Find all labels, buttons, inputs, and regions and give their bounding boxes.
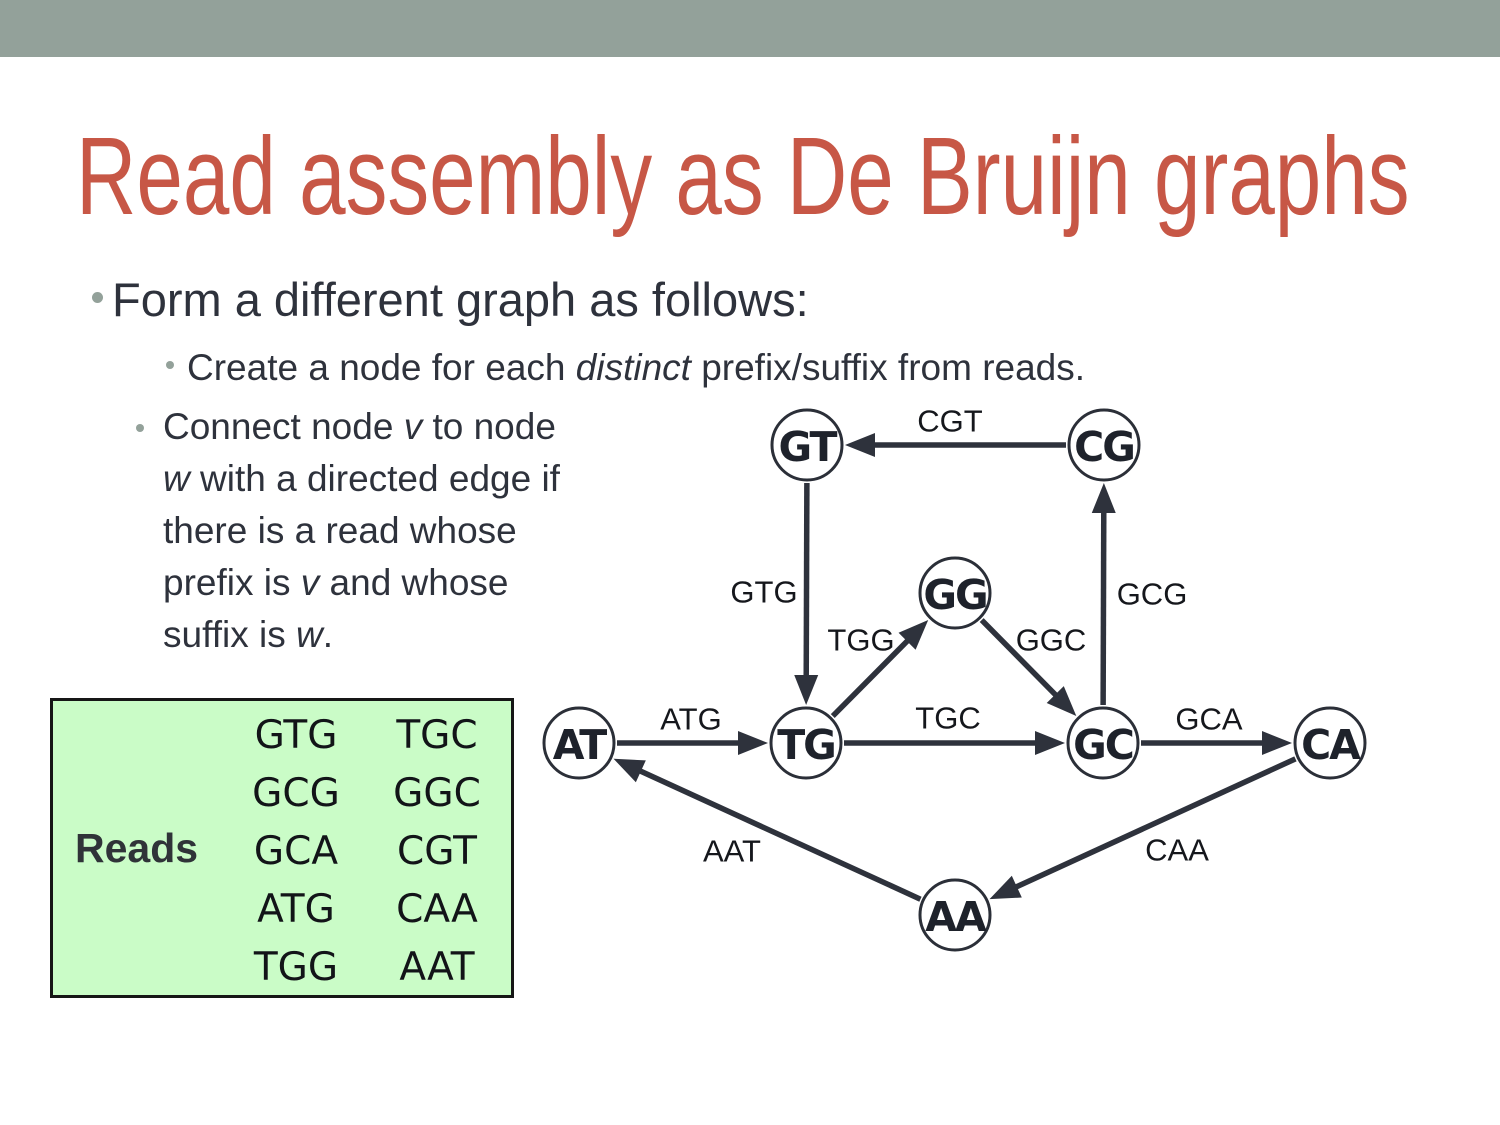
edge-GC-CG-arrowhead-icon <box>1092 483 1116 513</box>
slide-title: Read assembly as De Bruijn graphs <box>76 115 1410 238</box>
read-value: GCA <box>253 829 339 874</box>
read-value: ATG <box>257 887 335 932</box>
edge-TG-GC-arrowhead-icon <box>1035 731 1065 755</box>
edge-GT-TG-line <box>806 483 807 681</box>
sub2-l5-it: w <box>295 614 323 655</box>
sub2-l2-it: w <box>163 458 190 499</box>
read-value: GCG <box>252 771 340 816</box>
read-value: CGT <box>397 829 477 874</box>
node-label-GT: GT <box>778 423 836 471</box>
sub2-l2-post: with a directed edge if <box>189 458 560 499</box>
reads-table-label: Reads <box>75 825 199 871</box>
edge-label-GGC: GGC <box>1015 622 1087 658</box>
sub2-l5-post: . <box>322 614 333 655</box>
edge-label-TGG: TGG <box>827 622 895 658</box>
sub2-l4-it: v <box>300 562 320 603</box>
read-value: AAT <box>399 945 475 990</box>
read-value: GGC <box>393 771 481 816</box>
edge-AT-TG-arrowhead-icon <box>738 731 768 755</box>
node-label-CG: CG <box>1074 423 1134 471</box>
sub2-l1-post: to node <box>422 406 556 447</box>
edge-CG-GT-arrowhead-icon <box>845 433 875 457</box>
edge-CA-AA-line <box>1011 759 1295 889</box>
edge-label-CGT: CGT <box>917 403 983 439</box>
sub2-l4-post: and whose <box>319 562 509 603</box>
sub1-italic: distinct <box>575 347 691 388</box>
sub1-post: prefix/suffix from reads. <box>690 347 1086 388</box>
edge-GC-CG-line <box>1103 507 1104 705</box>
sub2-l4-pre: prefix is <box>163 562 301 603</box>
edge-AA-AT-arrowhead-icon <box>614 759 646 782</box>
read-value: GTG <box>254 713 338 758</box>
edge-GC-CA-arrowhead-icon <box>1262 731 1292 755</box>
edge-label-GCG: GCG <box>1116 576 1188 612</box>
node-label-GG: GG <box>923 571 987 619</box>
read-value: CAA <box>396 887 478 932</box>
sub2-l5-pre: suffix is <box>163 614 296 655</box>
edge-label-GTG: GTG <box>730 574 798 610</box>
edge-label-TGC: TGC <box>915 700 981 736</box>
bullet-main-text: Form a different graph as follows: <box>112 273 809 326</box>
sub1-pre: Create a node for each <box>187 347 576 388</box>
node-label-AT: AT <box>552 721 606 769</box>
sub2-l1-pre: Connect node <box>163 406 404 447</box>
edge-label-GCA: GCA <box>1175 701 1243 737</box>
edge-label-CAA: CAA <box>1145 832 1209 868</box>
edge-GT-TG-arrowhead-icon <box>794 675 818 705</box>
edge-label-AAT: AAT <box>703 833 761 869</box>
node-label-AA: AA <box>925 893 985 941</box>
node-label-TG: TG <box>777 721 835 769</box>
edge-CA-AA-arrowhead-icon <box>990 876 1022 899</box>
sub2-line3: there is a read whose <box>163 510 517 551</box>
node-label-CA: CA <box>1301 721 1359 769</box>
sub2-l1-it: v <box>403 406 423 447</box>
edge-AA-AT-line <box>635 769 920 899</box>
edge-label-ATG: ATG <box>660 701 722 737</box>
read-value: TGC <box>396 713 478 758</box>
node-label-GC: GC <box>1073 721 1133 769</box>
read-value: TGG <box>253 945 339 990</box>
